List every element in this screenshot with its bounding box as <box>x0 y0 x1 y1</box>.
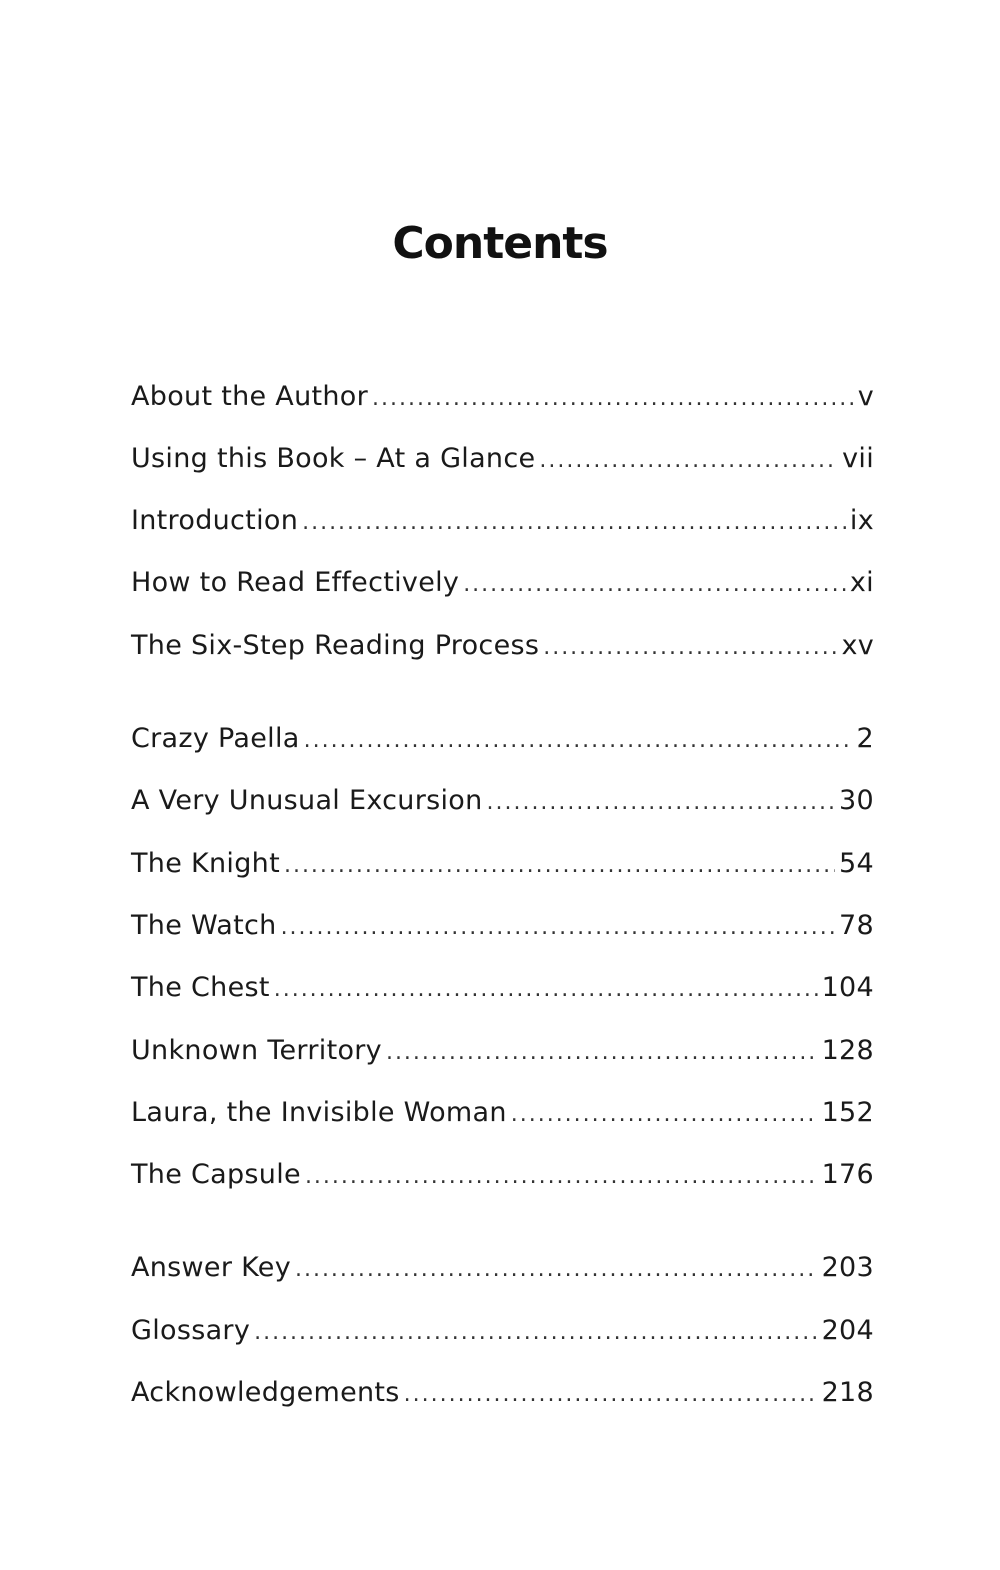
toc-entry-about-the-author[interactable] <box>131 377 874 417</box>
toc-entry-label: About the Author <box>131 381 369 412</box>
toc-entry-label: The Chest <box>131 972 270 1003</box>
toc-entry-crazy-paella[interactable] <box>131 719 874 759</box>
toc-entry-unknown-territory[interactable] <box>131 1031 874 1071</box>
toc-entry-label: Glossary <box>131 1315 251 1346</box>
toc-entry-label: Answer Key <box>131 1252 291 1283</box>
toc-entry-answer-key[interactable] <box>131 1248 874 1288</box>
toc-entry-label: How to Read Effectively <box>131 567 460 598</box>
dot-leader <box>386 1031 818 1073</box>
toc-entry-label: The Capsule <box>131 1159 301 1190</box>
toc-entry-page-number: v <box>857 381 874 412</box>
toc-entry-label: Crazy Paella <box>131 723 300 754</box>
toc-entry-page-number: xi <box>849 567 874 598</box>
toc-entry-label: Unknown Territory <box>131 1035 382 1066</box>
dot-leader <box>511 1093 818 1135</box>
dot-leader <box>295 1248 818 1290</box>
toc-entry-page-number: 2 <box>856 723 874 754</box>
toc-entry-how-to-read-effectively[interactable] <box>131 563 874 603</box>
toc-entry-label: Using this Book – At a Glance <box>131 443 536 474</box>
toc-entry-six-step-reading-process[interactable] <box>131 626 874 666</box>
toc-entry-the-capsule[interactable] <box>131 1155 874 1195</box>
toc-entry-page-number: 128 <box>821 1035 874 1066</box>
toc-entry-page-number: 152 <box>821 1097 874 1128</box>
toc-entry-page-number: vii <box>842 443 874 474</box>
dot-leader <box>463 563 846 605</box>
toc-entry-label: The Six-Step Reading Process <box>131 630 540 661</box>
toc-entry-page-number: 78 <box>839 910 874 941</box>
toc-entry-the-watch[interactable] <box>131 906 874 946</box>
toc-entry-page-number: 176 <box>821 1159 874 1190</box>
dot-leader <box>305 1155 818 1197</box>
dot-leader <box>302 501 846 543</box>
dot-leader <box>254 1311 817 1353</box>
toc-entry-laura-the-invisible-woman[interactable] <box>131 1093 874 1133</box>
toc-entry-the-knight[interactable] <box>131 844 874 884</box>
toc-entry-label: Acknowledgements <box>131 1377 400 1408</box>
toc-entry-the-chest[interactable] <box>131 968 874 1008</box>
toc-entry-a-very-unusual-excursion[interactable] <box>131 781 874 821</box>
dot-leader <box>543 626 837 668</box>
toc-entry-page-number: ix <box>849 505 874 536</box>
toc-entry-page-number: 54 <box>839 848 874 879</box>
dot-leader <box>274 968 818 1010</box>
toc-entry-acknowledgements[interactable] <box>131 1373 874 1413</box>
toc-entry-page-number: 104 <box>821 972 874 1003</box>
toc-entry-page-number: 204 <box>821 1315 874 1346</box>
toc-entry-glossary[interactable] <box>131 1311 874 1351</box>
dot-leader <box>284 844 835 886</box>
toc-entry-label: Introduction <box>131 505 299 536</box>
dot-leader <box>487 781 836 823</box>
toc-entry-page-number: 203 <box>821 1252 874 1283</box>
dot-leader <box>372 377 854 419</box>
dot-leader <box>539 439 838 481</box>
toc-entry-label: Laura, the Invisible Woman <box>131 1097 507 1128</box>
page-title: Contents <box>392 218 608 269</box>
toc-entry-using-this-book[interactable] <box>131 439 874 479</box>
toc-entry-introduction[interactable] <box>131 501 874 541</box>
dot-leader <box>281 906 835 948</box>
toc-entry-page-number: 30 <box>839 785 874 816</box>
dot-leader <box>304 719 853 761</box>
toc-entry-page-number: xv <box>841 630 874 661</box>
toc-entry-label: A Very Unusual Excursion <box>131 785 483 816</box>
dot-leader <box>404 1373 818 1415</box>
toc-entry-page-number: 218 <box>821 1377 874 1408</box>
toc-entry-label: The Knight <box>131 848 280 879</box>
toc-entry-label: The Watch <box>131 910 277 941</box>
